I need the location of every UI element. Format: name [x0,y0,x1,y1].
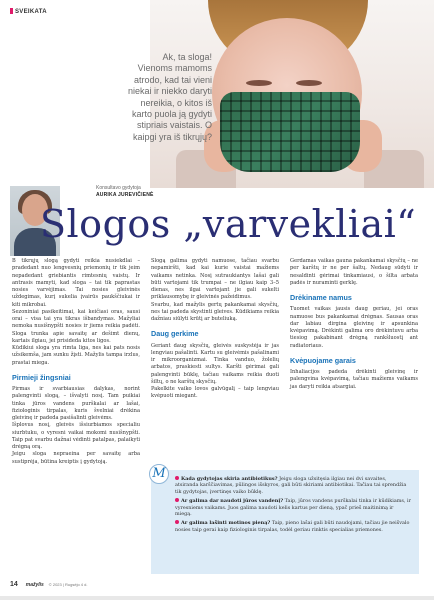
faq-item [175,476,411,495]
paragraph: Pirmas ir svarbiausias dalykas, norint palengvinti slogą, – išvalyti nosį. Tam puikiai tinka jūros vandens purškalai ar lašai, fiziologinis tirpalas, kuris švelniai drėkina gleivinę ir padeda pasišalinti gleivėms. [12,386,140,421]
paragraph: B tikrųjų slogą gydyti reikia nusiekdlai – pradedant nuo lengvesnių priemonių ir tik jeim nepadedant griebiantis rimtesnių vaistų. Ir antrasis mamyti, kad sloga – tai tik paprastas nosies varvėjimas. Tai nosies gleivinės uždegimas, kurį sukelia įvairūs paukščiukai ir kiti mikrobai. [12,258,140,308]
faq-question: Kada gydytojas skiria antibiotikus? [181,476,278,482]
subheading: Daug gerkime [151,329,199,339]
subheading: Kvėpuojame garais [290,355,356,365]
article-headline: Slogos „varvekliai“ [40,202,417,246]
paragraph: Jeigu sloga nepraeina per savaitę arba sustiprėja, būtina kreiptis į gydytoją. [12,451,140,465]
intro-line: kaipgi yra iš tikrųjų? [132,131,212,142]
hero-eye-left [246,80,272,86]
paragraph: Svarbu, kad mažylis gertų pakankamai skysčių, nes tai padeda skystinti gleives. Kūdikiams reikia dažniau siūlyti krūtį ar buteliuką. [151,301,279,322]
paragraph: Kūdikiui sloga yra rimta liga, nes kai pats nosis užsikemša, jam sunku žįsti. Mažylis tampa irzlus, prastai miega. [12,345,140,366]
article-column-3 [290,258,418,391]
intro-line: stipriais vaistais. O [136,120,212,131]
consultant-name: AURIKA JUREVIČIENĖ [96,192,154,198]
paragraph: Geriant daug skysčių, gleivės suskystėja ir jas lengviau pašalinti. Kartu su gleivėmis pašalinami ir mikroorganizmai. Tinka vanduo, žolelių arbatos, praskiesti sultys. Karšti gėrimai gali palengvinti būklę, tačiau vaikams reikia duoti šiltų, o ne karštų skysčių. [151,342,279,385]
faq-question: Ar galima lašinti motinos pieną? [181,520,271,527]
page-footer [10,581,87,588]
paragraph: Išplovus nosį, gleivės išsiurbiamos specialiu siurbtuku, o vyresni vaikai mokomi nusišnypšti. Taip pat svarbu dažnai vėdinti patalpas, palaikyti drėgną orą. [12,422,140,450]
intro-line: niekai ir niekko daryti [127,86,212,97]
magazine-name: mažylis [25,582,44,588]
intro-question [92,52,212,143]
bullet-icon [175,498,179,502]
consultant-credit [96,185,154,198]
faq-answer: Taip, pieno lašai gali būti naudojami, tačiau jie neišvalo nosies taip gerai kaip fiziologinis tirpalas, todėl geriau rinktis specialias priemones. [175,520,410,533]
intro-line: atrodo, kad tai vieni [133,74,212,85]
paragraph: Sezoniniai pasikeitimai, kai keičiasi oras, sausi orai – visa tai yra tikras išbandymas. Mažyliai nemoka nusišnypšti nosies ir jiems reikia padėti. Sloga trunka apie savaitę ar dešimt dienų, kartais ilgiau, jei prisideda kitos ligos. [12,308,140,344]
article-column-1 [12,258,140,466]
faq-answer: Taip, jūros vandens purškalai tinka ir kūdikiams, ir vyresniems vaikams. Juos galima naudoti kelis kartus per dieną, ypač prieš maitinimą ir miegą. [175,498,411,518]
faq-question: Ar galima dar naudoti jūros vandenį? [181,498,284,505]
paragraph: Gerdamas vaikas gauna pakankamai skysčių – ne per karštų ir ne per šaltų. Nedaug sūdyti ir nesaldinti gėrimai tinkamiausi, o šilta arbata padės ir nuraminti gerklę. [290,258,418,286]
subheading: Drėkiname namus [290,293,352,302]
paragraph: Inhaliacijos padeda drėkinti gleivinę ir palengvina kvėpavimą, tačiau mažiems vaikams jas daryti reikia atsargiai. [290,369,418,390]
paragraph: Slogą galima gydyti namuose, tačiau svarbu nepamiršti, kad kai kurie vaistai mažiems vaikams netinka. Nosį sutraukiantys lašai gali būti vartojami tik trumpai – ne ilgiau kaip 3–5 dienas, nes ilgai vartojant jie gali sukelti priklausomybę ir gleivinės pažeidimus. [151,258,279,301]
faq-item [175,520,411,533]
intro-line: Vienoms mamoms [137,63,212,74]
magazine-logo-icon: M [149,464,169,484]
faq-answer: Jeigu sloga užsitęsia ilgiau nei dvi savaites, atsiranda karščiavimas, pūlingos išskyros, gali būti skiriami antibiotikai. Tačiau tai sprendžia tik gydytojas, įvertinęs vaiko būklę. [175,476,407,495]
footer-bar [0,596,434,600]
intro-line: karto puola ją gydyti [131,109,212,120]
paragraph: Pakelkite vaiko lovos galvūgalį – taip lengviau kvėpuoti miegant. [151,386,279,400]
paragraph: Tuomet vaikas jausis daug geriau, jei oras namuose bus pakankamai drėgnas. Sausas oras dar labiau dirgina gleivinę ir apsunkina kvėpavimą. Drėkinti galima oro drėkintuvu arba tiesiog pakabinant drėgną rankšluostį ant radiatoriaus. [290,306,418,349]
article-column-2 [151,258,279,401]
faq-item [175,498,411,517]
subheading: Pirmieji žingsniai [12,372,71,382]
section-tag: SVEIKATA [10,8,47,15]
bullet-icon [175,520,179,524]
intro-line: nereikia, o kitos iš [140,97,212,108]
consultant-label: Konsultavo gydytoja [96,185,141,191]
page-number: 14 [10,581,18,588]
faq-info-box [151,466,419,574]
hero-plaid-handkerchief [220,92,360,172]
bullet-icon [175,476,179,480]
issue-date: © 2023 | Rugsėjo 4 d. [48,582,88,587]
hero-eye-right [296,80,322,86]
intro-line: Ak, ta sloga! [162,52,212,62]
